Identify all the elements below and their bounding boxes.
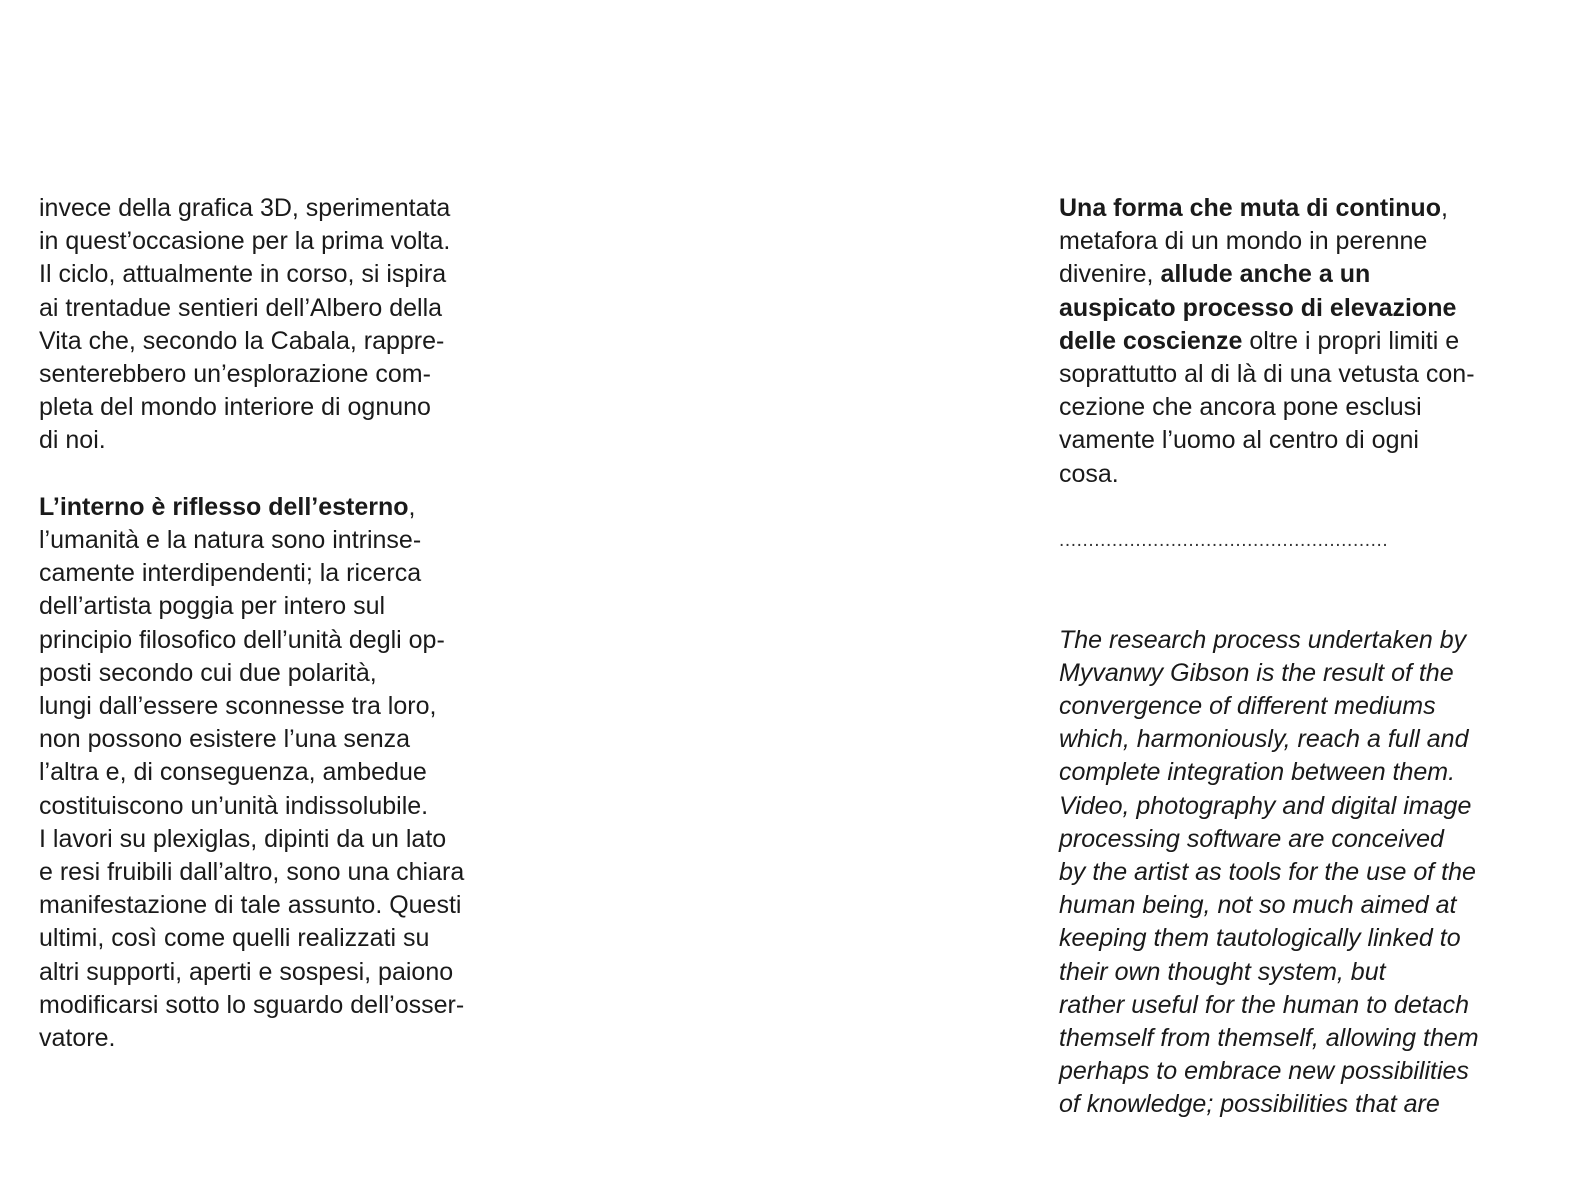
- text-line: in quest’occasione per la prima volta.: [39, 227, 451, 256]
- text-line: principio filosofico dell’unità degli op-: [39, 625, 445, 654]
- text-line: Myvanwy Gibson is the result of the: [1059, 658, 1454, 687]
- paragraph-gap: [39, 458, 539, 491]
- paragraph-cabala: [39, 192, 539, 458]
- text-line: [1059, 325, 1559, 358]
- text-line: e resi fruibili dall’altro, sono una chiara: [39, 858, 465, 887]
- dotted-separator: ........................................................: [1059, 530, 1389, 552]
- right-column: [1059, 192, 1559, 1122]
- text-line: Video, photography and digital image: [1059, 791, 1472, 820]
- text-line: l’umanità e la natura sono intrinse-: [39, 526, 422, 555]
- punctuation: ,: [1440, 194, 1448, 222]
- text-line: soprattutto al di là di una vetusta con-: [1059, 360, 1475, 389]
- text-line: human being, not so much aimed at: [1059, 891, 1457, 920]
- text-line: keeping them tautologically linked to: [1059, 924, 1461, 953]
- text-line: The research process undertaken by: [1059, 625, 1467, 654]
- text-line: pleta del mondo interiore di ognuno: [39, 393, 431, 422]
- paragraph-gap: [1059, 491, 1559, 524]
- text-line: di noi.: [39, 426, 106, 455]
- text-line: posti secondo cui due polarità,: [39, 658, 377, 687]
- text-line: Il ciclo, attualmente in corso, si ispira: [39, 260, 447, 289]
- text-line: invece della grafica 3D, sperimentata: [39, 194, 451, 222]
- text-line: themself from themself, allowing them: [1059, 1024, 1479, 1053]
- text-line: [1059, 192, 1559, 225]
- text-line: l’altra e, di conseguenza, ambedue: [39, 758, 427, 787]
- text-line: vatore.: [39, 1024, 116, 1053]
- text-line: processing software are conceived: [1059, 824, 1444, 853]
- text-line: [39, 491, 539, 524]
- bold-phrase: allude anche a un: [1160, 260, 1371, 289]
- text-line: senterebbero un’esplorazione com-: [39, 360, 431, 389]
- bold-phrase: Una forma che muta di continuo: [1059, 194, 1441, 222]
- text-line: which, harmoniously, reach a full and: [1059, 725, 1469, 754]
- text-line: [1059, 258, 1559, 291]
- paragraph-forma: [1059, 192, 1559, 491]
- punctuation: ,: [408, 492, 416, 521]
- text-line: their own thought system, but: [1059, 957, 1386, 986]
- text-line: perhaps to embrace new possibilities: [1059, 1057, 1469, 1086]
- text-line: I lavori su plexiglas, dipinti da un lato: [39, 824, 447, 853]
- text-line: lungi dall’essere sconnesse tra loro,: [39, 692, 437, 721]
- left-column: [39, 192, 539, 1055]
- plain-phrase: divenire,: [1059, 260, 1161, 289]
- text-line: camente interdipendenti; la ricerca: [39, 559, 422, 588]
- text-line: Vita che, secondo la Cabala, rappre-: [39, 326, 445, 355]
- text-line: manifestazione di tale assunto. Questi: [39, 891, 462, 920]
- text-line: cezione che ancora pone esclusi: [1059, 393, 1422, 422]
- text-line: convergence of different mediums: [1059, 692, 1436, 721]
- text-line: complete integration between them.: [1059, 758, 1456, 787]
- text-line: costituiscono un’unità indissolubile.: [39, 791, 429, 820]
- bold-phrase: delle coscienze: [1059, 326, 1243, 355]
- text-line: dell’artista poggia per intero sul: [39, 592, 386, 621]
- text-line: metafora di un mondo in perenne: [1059, 227, 1428, 256]
- text-line: rather useful for the human to detach: [1059, 990, 1469, 1019]
- english-translation: [1059, 624, 1559, 1122]
- paragraph-interno-esterno: [39, 491, 539, 1055]
- text-line: vamente l’uomo al centro di ogni: [1059, 426, 1419, 455]
- bold-phrase: auspicato processo di elevazione: [1059, 293, 1457, 322]
- text-line: ultimi, così come quelli realizzati su: [39, 924, 430, 953]
- section-gap: [1059, 557, 1559, 623]
- text-line: cosa.: [1059, 459, 1119, 488]
- plain-phrase: oltre i propri limiti e: [1242, 326, 1460, 355]
- text-line: modificarsi sotto lo sguardo dell’osser-: [39, 990, 465, 1019]
- text-line: of knowledge; possibilities that are: [1059, 1090, 1440, 1119]
- text-line: non possono esistere l’una senza: [39, 725, 411, 754]
- bold-heading: L’interno è riflesso dell’esterno: [39, 492, 409, 521]
- text-line: by the artist as tools for the use of the: [1059, 858, 1476, 887]
- text-line: ai trentadue sentieri dell’Albero della: [39, 293, 443, 322]
- text-line: altri supporti, aperti e sospesi, paiono: [39, 957, 454, 986]
- text-line: [1059, 292, 1559, 325]
